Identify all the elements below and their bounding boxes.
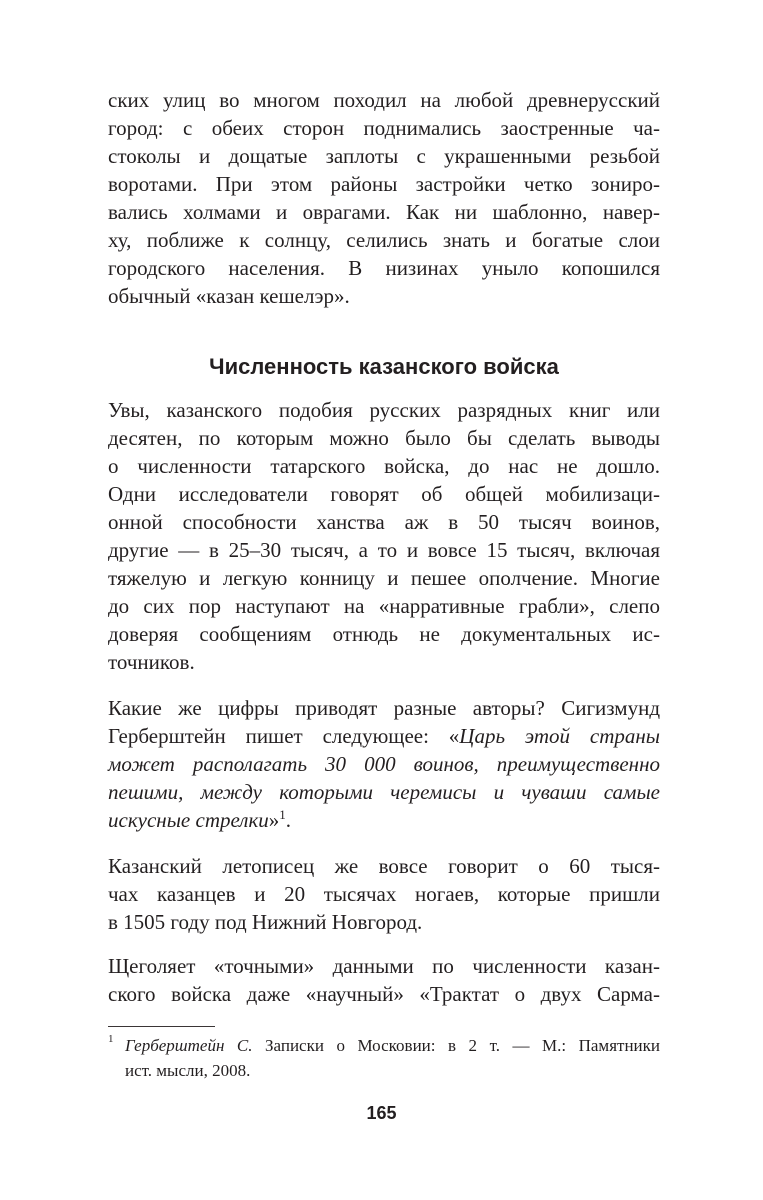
text-line: воротами. При этом районы застройки четко зониро- [108,172,660,196]
text-line: Какие же цифры приводят разные авторы? Сигизмунд [108,696,660,720]
text-segment: Герберштейн пишет следующее: « [108,724,460,748]
footnote-marker: 1 [108,1033,114,1045]
text-line: онной способности ханства аж в 50 тысяч воинов, [108,510,660,534]
text-line: город: с обеих сторон поднимались заостренные ча- [108,116,660,140]
text-line [108,722,660,750]
text-line: вались холмами и оврагами. Как ни шаблонно, навер- [108,200,660,224]
text-line: чах казанцев и 20 тысячах ногаев, которые пришли [108,882,660,906]
footnote-reference: 1 [279,807,286,822]
closing-quote: » [268,808,280,832]
text-line: ху, поближе к солнцу, селились знать и богатые слои [108,228,660,252]
paragraph [108,852,660,936]
text-line: Казанский летописец же вовсе говорит о 60 тыся- [108,854,660,878]
text-line: десятен, по которым можно было бы сделать выводы [108,426,660,450]
footnote-line: ист. мысли, 2008. [125,1061,251,1080]
paragraph [108,86,660,310]
text-line: ских улиц во многом походил на любой древнерусский [108,88,660,112]
text-line: Щеголяет «точными» данными по численности казан- [108,954,660,978]
italic-quote: искусные стрелки [108,808,269,832]
text-line: городского населения. В низинах уныло копошился [108,256,660,280]
italic-quote: может располагать 30 000 воинов, преимущественно [108,752,660,776]
footnote-text: Записки о Московии: в 2 т. — М.: Памятники [252,1036,660,1055]
footnote-author: Герберштейн С. [125,1036,253,1055]
page-number: 165 [366,1103,397,1123]
footnote-separator [108,1026,215,1027]
text-line: до сих пор наступают на «нарративные грабли», слепо [108,594,660,618]
italic-quote: пешими, между которыми черемисы и чуваши самые [108,780,660,804]
text-line: о численности татарского войска, до нас не дошло. [108,454,660,478]
footnote-line [125,1033,660,1058]
text-line [108,806,660,834]
footnote [108,1033,660,1083]
text-line: доверяя сообщениям отнюдь не документальных ис- [108,622,660,646]
text-line: тяжелую и легкую конницу и пешее ополчение. Многие [108,566,660,590]
text-line: другие — в 25–30 тысяч, а то и вовсе 15 тысяч, включая [108,538,660,562]
paragraph [108,396,660,676]
text-line: Увы, казанского подобия русских разрядных книг или [108,398,660,422]
italic-quote: Царь этой страны [459,724,660,748]
paragraph [108,952,660,1008]
text-line: Одни исследователи говорят об общей мобилизаци- [108,482,660,506]
text-line: в 1505 году под Нижний Новгород. [108,910,423,934]
text-line: точников. [108,650,195,674]
paragraph-quotation [108,694,660,834]
text-segment: . [285,808,292,832]
text-line: обычный «казан кешелэр». [108,284,350,308]
text-line: ского войска даже «научный» «Трактат о двух Сарма- [108,982,660,1006]
section-heading: Численность казанского войска [209,354,559,379]
text-line: стоколы и дощатые заплоты с украшенными резьбой [108,144,660,168]
footnote-body [125,1033,660,1083]
text-line [108,778,660,806]
text-line [108,750,660,778]
